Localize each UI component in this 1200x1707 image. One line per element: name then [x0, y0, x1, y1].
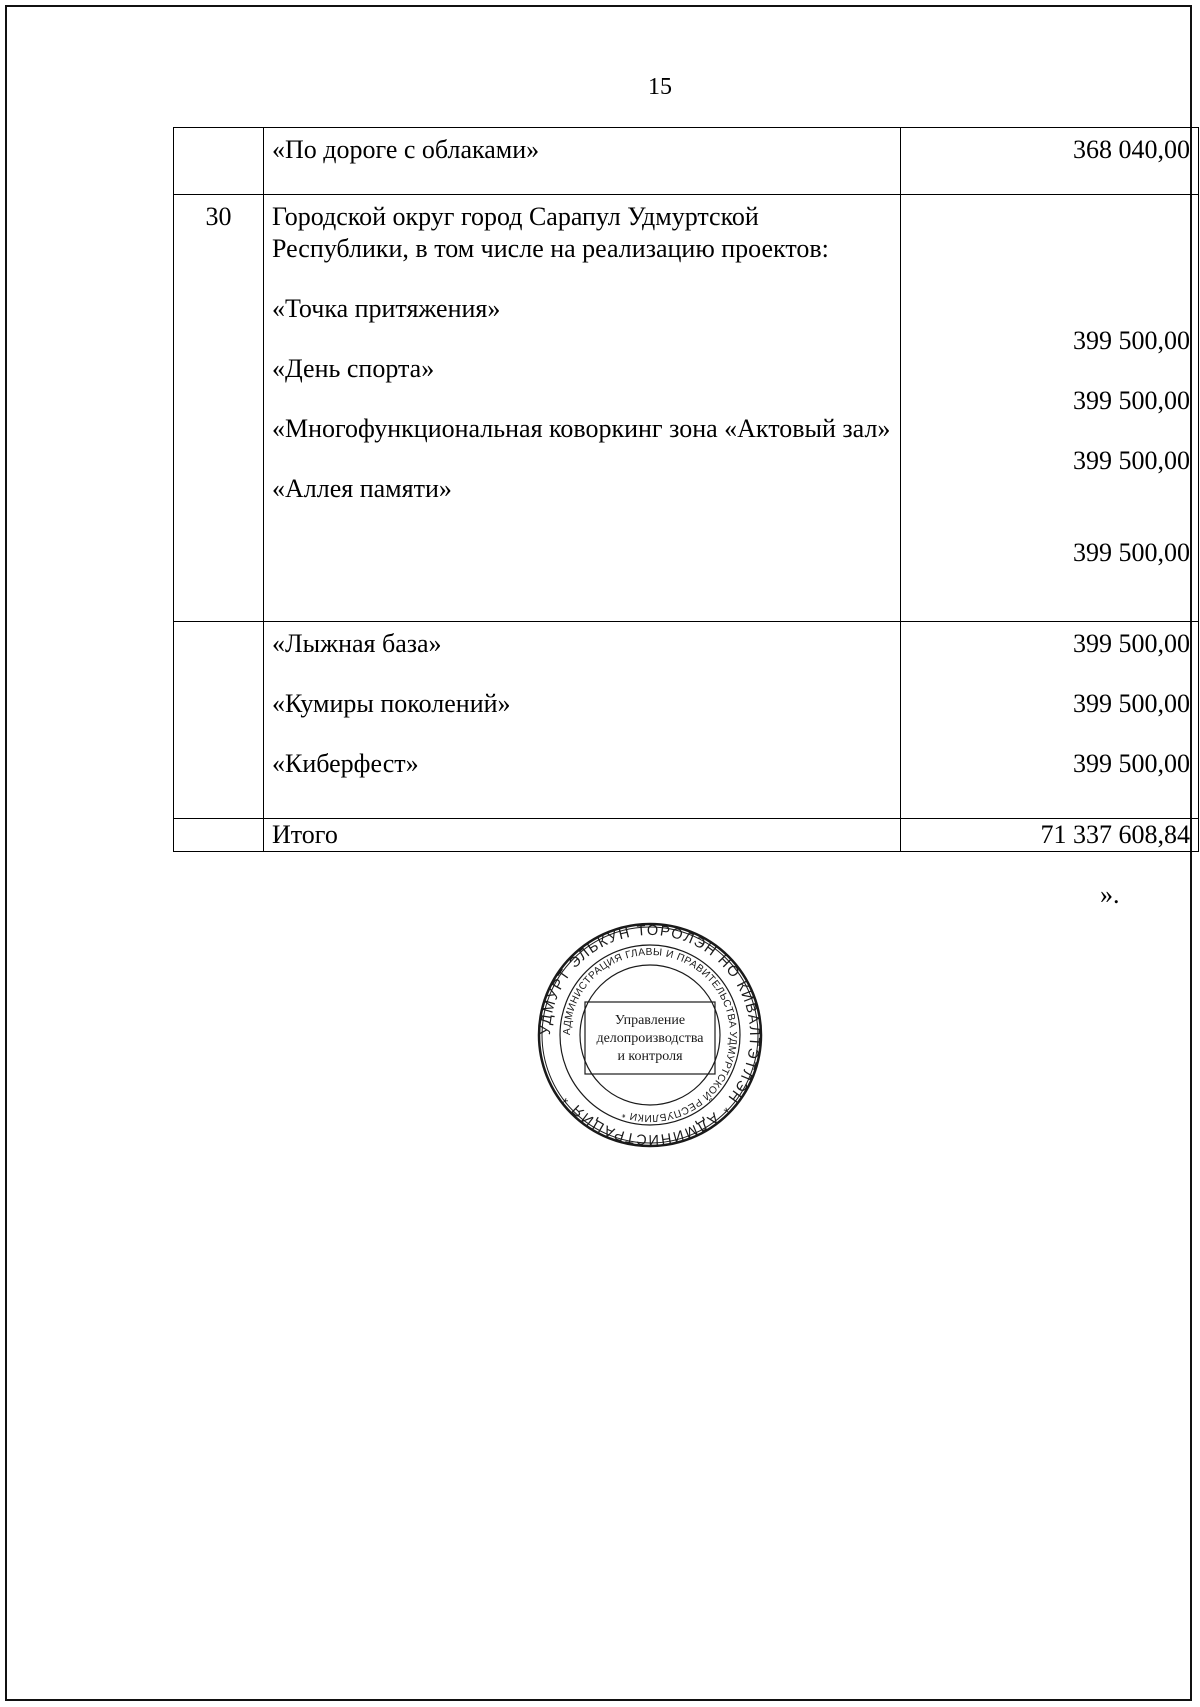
amount: 368 040,00	[901, 128, 1199, 195]
project-name: «Лыжная база»	[272, 629, 442, 658]
municipality-cell	[264, 195, 901, 622]
project-name: «День спорта»	[272, 354, 435, 383]
total-row	[174, 819, 1199, 852]
amount: 399 500,00	[1073, 386, 1190, 415]
amount: 399 500,00	[1073, 326, 1190, 355]
official-stamp	[535, 920, 765, 1150]
projects-cell	[264, 622, 901, 819]
project-name: «Точка притяжения»	[272, 294, 501, 323]
stamp-center-line: и контроля	[617, 1049, 683, 1064]
project-name: «Киберфест»	[272, 749, 419, 778]
project-name: «Аллея памяти»	[272, 474, 452, 503]
table-row	[174, 195, 1199, 622]
allocation-table	[173, 127, 1199, 852]
closing-quote: ».	[1100, 880, 1120, 909]
amounts-cell	[901, 195, 1199, 622]
project-name: «Многофункциональная коворкинг зона «Актовый зал»	[272, 414, 891, 443]
amounts-cell	[901, 622, 1199, 819]
stamp-center-line: Управление	[614, 1013, 686, 1028]
page-number: 15	[648, 74, 672, 100]
stamp-outer-text: УДМУРТ ЭЛЬКУН ТОРОЛЭН НО КИВАЛТЭТЛЭН * АДМИНИСТРАЦИЯ *	[537, 922, 763, 1148]
row-number	[174, 128, 264, 195]
row-number: 30	[174, 195, 264, 622]
amount: 399 500,00	[1073, 749, 1190, 778]
project-name: «По дороге с облаками»	[264, 128, 901, 195]
amount: 399 500,00	[1073, 446, 1190, 475]
amount: 399 500,00	[1073, 538, 1190, 567]
total-label: Итого	[264, 819, 901, 852]
table-row	[174, 128, 1199, 195]
project-name: «Кумиры поколений»	[272, 689, 511, 718]
municipality-intro: Городской округ город Сарапул Удмуртской Республики, в том числе на реализацию проектов:	[272, 202, 829, 263]
total-amount: 71 337 608,84	[901, 819, 1199, 852]
amount: 399 500,00	[1073, 689, 1190, 718]
table-row	[174, 622, 1199, 819]
stamp-inner-text: АДМИНИСТРАЦИЯ ГЛАВЫ И ПРАВИТЕЛЬСТВА УДМУРТСКОЙ РЕСПУБЛИКИ *	[561, 946, 739, 1124]
amount: 399 500,00	[1073, 629, 1190, 658]
stamp-center-line: делопроизводства	[596, 1031, 704, 1046]
